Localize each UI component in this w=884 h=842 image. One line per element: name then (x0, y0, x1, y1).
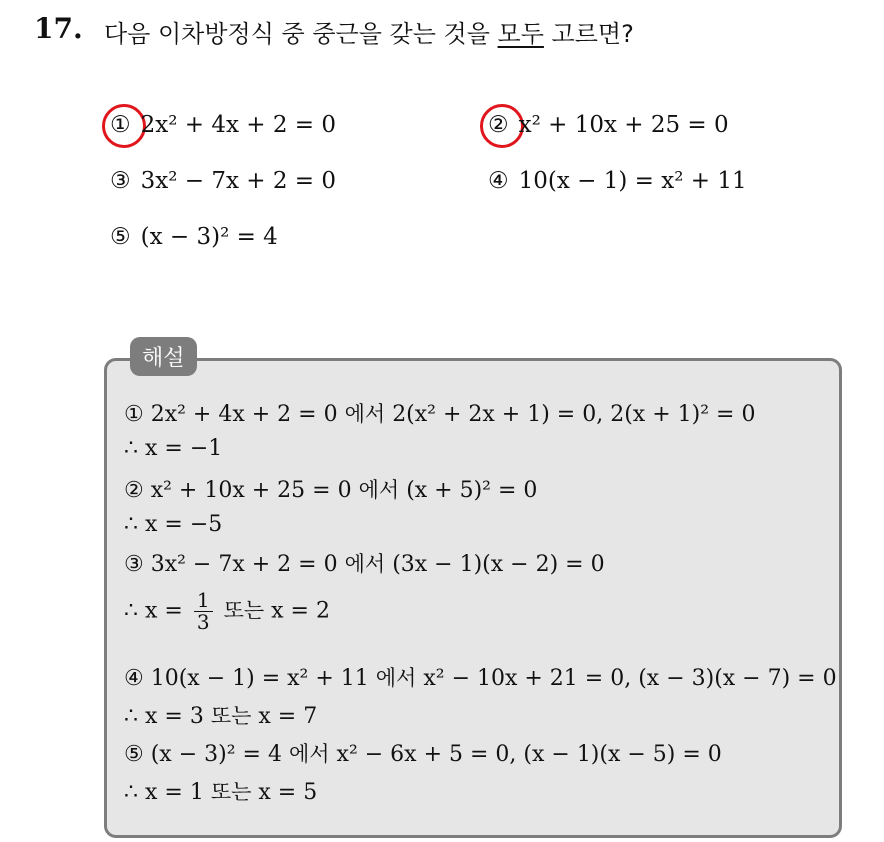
solution-line-5: ③ 3x² − 7x + 2 = 0 에서 (3x − 1)(x − 2) = 0 (124, 552, 605, 577)
choice-5-equation: (x − 3)² = 4 (140, 224, 278, 250)
choice-2-mark: ② (488, 112, 509, 138)
choice-4-equation: 10(x − 1) = x² + 11 (518, 168, 747, 194)
solution-line-7: ④ 10(x − 1) = x² + 11 에서 x² − 10x + 21 = 0, (x − 3)(x − 7) = 0 (124, 666, 837, 691)
choice-2[interactable] (488, 112, 729, 138)
solution-line-6: ∴ x = $\frac{1}{3}$ 또는 x = 2 (124, 588, 330, 634)
choice-4-mark: ④ (488, 168, 509, 194)
solution-label: 해설 (130, 337, 197, 376)
choice-1-mark: ① (110, 112, 131, 138)
solution-line-10: ∴ x = 1 또는 x = 5 (124, 780, 318, 805)
question-underlined-word: 모두 (497, 20, 544, 48)
choice-3-equation: 3x² − 7x + 2 = 0 (140, 168, 337, 194)
question-text-after: 고르면? (543, 20, 634, 48)
question-text (104, 14, 634, 49)
solution-line-9: ⑤ (x − 3)² = 4 에서 x² − 6x + 5 = 0, (x − 1)(x − 5) = 0 (124, 742, 722, 767)
choice-3-mark: ③ (110, 168, 131, 194)
solution-line-8: ∴ x = 3 또는 x = 7 (124, 704, 318, 729)
choice-5[interactable] (110, 224, 278, 250)
question-number: 17. (34, 12, 83, 45)
choice-1[interactable] (110, 112, 336, 138)
solution-line-2: ∴ x = −1 (124, 436, 223, 461)
choice-1-equation: 2x² + 4x + 2 = 0 (140, 112, 337, 138)
question-text-before: 다음 이차방정식 중 중근을 갖는 것을 (104, 20, 498, 48)
solution-line-3: ② x² + 10x + 25 = 0 에서 (x + 5)² = 0 (124, 478, 538, 503)
fraction-one-third: $\frac{1}{3}$ (194, 590, 213, 633)
solution-line-1: ① 2x² + 4x + 2 = 0 에서 2(x² + 2x + 1) = 0, 2(x + 1)² = 0 (124, 402, 756, 427)
choice-2-equation: x² + 10x + 25 = 0 (518, 112, 729, 138)
choice-3[interactable] (110, 168, 336, 194)
solution-line-4: ∴ x = −5 (124, 512, 223, 537)
choice-4[interactable] (488, 168, 747, 194)
choice-5-mark: ⑤ (110, 224, 131, 250)
